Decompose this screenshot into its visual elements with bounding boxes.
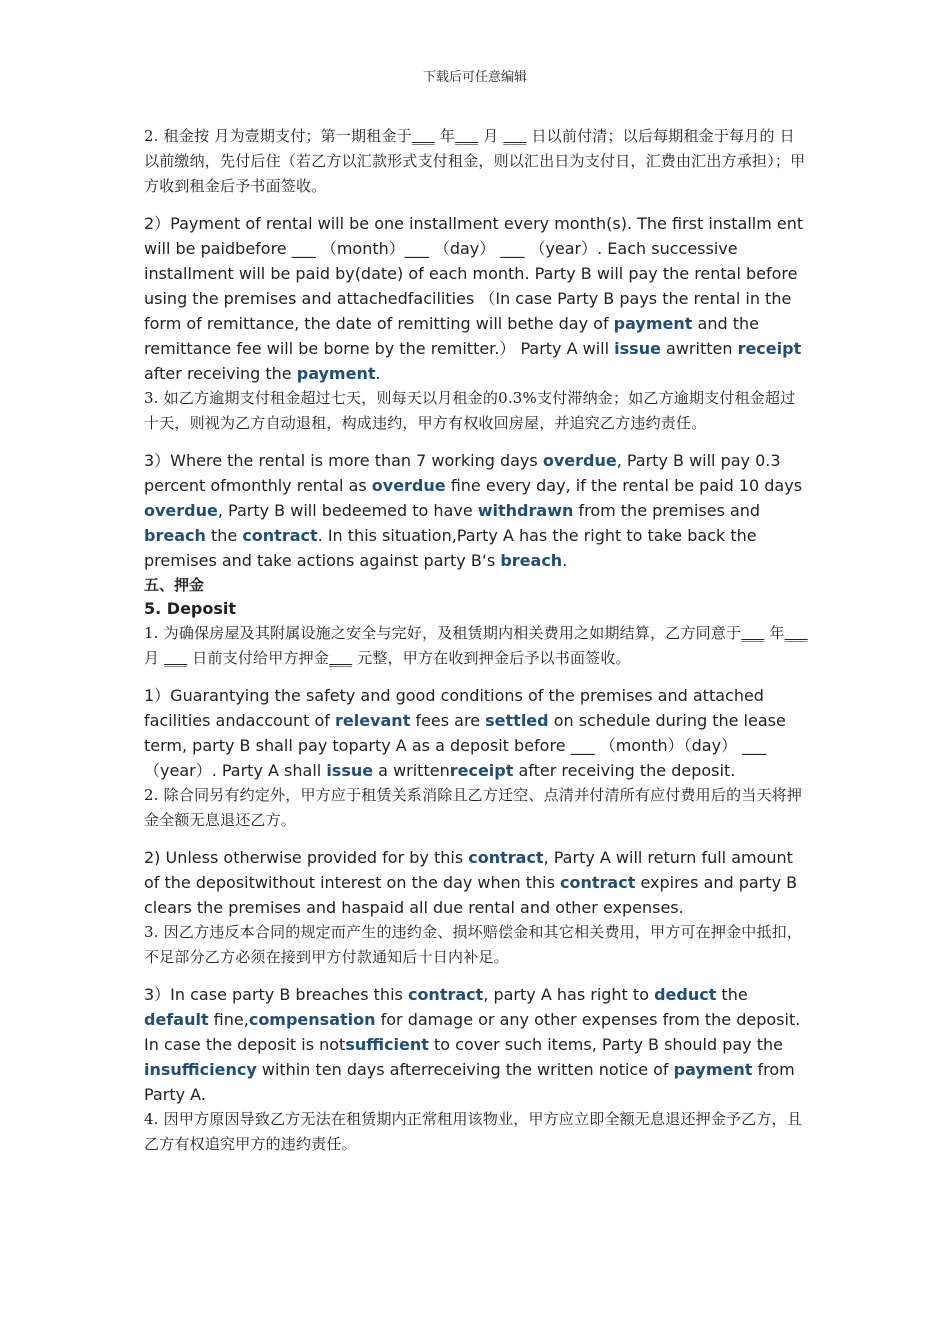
clause-3-cn: 3. 如乙方逾期支付租金超过七天，则每天以月租金的0.3%支付滞纳金；如乙方逾期支付租金超过十天，则视为乙方自动退租，构成违约，甲方有权收回房屋，并追究乙方违约责任。: [144, 389, 796, 432]
keyword: issue: [326, 761, 374, 780]
text-run: 日以前付清；以后每期租金于每月的 日以前缴纳，先付后住（若乙方以汇款形式支付租金，则以汇出日为支付日，汇费由汇出方承担）；甲方收到租金后予书面签收。: [144, 127, 806, 195]
text-run: from Party A.: [144, 1060, 795, 1104]
text-run: , Party B will pay 0.3 percent ofmonthly rental as: [144, 451, 781, 495]
keyword: payment: [613, 314, 693, 333]
text-run: 年: [764, 624, 785, 642]
text-run: and the remittance fee will be borne by the remitter.） Party A will: [144, 314, 759, 358]
text-run: 月: [478, 127, 504, 145]
text-run: .: [375, 364, 381, 383]
deposit-clause-3-en: [144, 982, 808, 1107]
text-run: 月: [144, 649, 165, 667]
keyword: receipt: [449, 761, 514, 780]
deposit-clause-3-cn: 3. 因乙方违反本合同的规定而产生的违约金、损坏赔偿金和其它相关费用，甲方可在押金中抵扣，不足部分乙方必须在接到甲方付款通知后十日内补足。: [144, 923, 803, 966]
deposit-clause-2-en: [144, 845, 808, 920]
keyword: contract: [560, 873, 636, 892]
text-run: 2) Unless otherwise provided for by this: [144, 848, 469, 867]
keyword: sufficient: [345, 1035, 429, 1054]
text-run: 2）Payment of rental will be one installment every month(s). The first installm ent will be paidbefore ___ （month）___ （day） ___ （year）. Each successive installment will be paid by(date) of each month. Party B will pay the rental before using the premises and attachedfacilities （In case Party B pays the rental in the form of remittance, the date of remitting will bethe day of: [144, 214, 804, 333]
text-run: from the premises and: [573, 501, 761, 520]
text-run: 年: [434, 127, 456, 145]
text-run: , party A has right to: [483, 985, 655, 1004]
text-run: 2. 租金按 月为壹期支付；第一期租金于: [144, 127, 412, 145]
text-run: 3）Where the rental is more than 7 working days: [144, 451, 543, 470]
blank-field: ___: [411, 127, 435, 145]
keyword: default: [144, 1010, 209, 1029]
text-run: on schedule during the lease term, party B shall pay toparty A as a deposit before ___ （month）（day） ___ （year）. Party A shall: [144, 711, 786, 780]
deposit-clause-2-cn: 2. 除合同另有约定外，甲方应于租赁关系消除且乙方迁空、点清并付清所有应付费用后的当天将押金全额无息退还乙方。: [144, 786, 803, 829]
keyword: payment: [673, 1060, 753, 1079]
text-run: for damage or any other expenses from the deposit. In case the deposit is not: [144, 1010, 801, 1054]
keyword: overdue: [144, 501, 218, 520]
text-run: . In this situation,Party A has the right to take back the premises and take actions against party B‘s: [144, 526, 757, 570]
text-run: fees are: [410, 711, 486, 730]
section-5-heading-cn: 五、押金: [144, 576, 205, 594]
text-run: expires and party B clears the premises and haspaid all due rental and other expenses.: [144, 873, 798, 917]
text-run: 元整，甲方在收到押金后予以书面签收。: [352, 649, 631, 667]
keyword: breach: [500, 551, 563, 570]
keyword: breach: [144, 526, 206, 545]
text-run: within ten days afterreceiving the written notice of: [256, 1060, 674, 1079]
text-run: fine every day, if the rental be paid 10 days: [445, 476, 803, 495]
keyword: issue: [614, 339, 661, 358]
deposit-clause-1-en: [144, 683, 808, 783]
deposit-clause-1-cn: [144, 621, 808, 671]
text-run: 3）In case party B breaches this: [144, 985, 408, 1004]
text-run: 日前支付给甲方押金: [187, 649, 330, 667]
text-run: a written: [373, 761, 450, 780]
keyword: relevant: [335, 711, 411, 730]
section-5-heading-en: 5. Deposit: [144, 599, 237, 618]
blank-field: ___: [784, 624, 808, 642]
clause-2-en: [144, 211, 808, 386]
text-run: , Party B will bedeemed to have: [217, 501, 478, 520]
page-header: 下载后可任意编辑: [422, 70, 527, 85]
text-run: 1. 为确保房屋及其附属设施之安全与完好，及租赁期内相关费用之如期结算，乙方同意于: [144, 624, 742, 642]
text-run: after receiving the: [144, 364, 297, 383]
keyword: compensation: [248, 1010, 376, 1029]
text-run: fine,: [208, 1010, 249, 1029]
blank-field: ___: [164, 649, 188, 667]
keyword: contract: [407, 985, 484, 1004]
keyword: overdue: [542, 451, 617, 470]
clause-3-en: [144, 448, 808, 573]
blank-field: ___: [503, 127, 527, 145]
blank-field: ___: [741, 624, 765, 642]
keyword: deduct: [654, 985, 717, 1004]
text-run: .: [562, 551, 568, 570]
clause-2-cn: [144, 124, 808, 199]
text-run: , Party A will return full amount of the depositwithout interest on the day when this: [144, 848, 793, 892]
keyword: overdue: [371, 476, 446, 495]
text-run: the: [205, 526, 243, 545]
text-run: awritten: [660, 339, 738, 358]
deposit-clause-4-cn: 4. 因甲方原因导致乙方无法在租赁期内正常租用该物业，甲方应立即全额无息退还押金予乙方，且乙方有权追究甲方的违约责任。: [144, 1110, 803, 1153]
keyword: contract: [242, 526, 318, 545]
text-run: after receiving the deposit.: [513, 761, 736, 780]
keyword: payment: [296, 364, 376, 383]
keyword: insufficiency: [144, 1060, 257, 1079]
keyword: receipt: [737, 339, 802, 358]
text-run: the: [716, 985, 748, 1004]
keyword: contract: [468, 848, 544, 867]
keyword: settled: [485, 711, 549, 730]
blank-field: ___: [329, 649, 353, 667]
blank-field: ___: [455, 127, 479, 145]
text-run: to cover such items, Party B should pay the: [428, 1035, 783, 1054]
text-run: 1）Guarantying the safety and good conditions of the premises and attached facilities andaccount of: [144, 686, 764, 730]
document-body: [144, 124, 808, 1157]
keyword: withdrawn: [477, 501, 574, 520]
